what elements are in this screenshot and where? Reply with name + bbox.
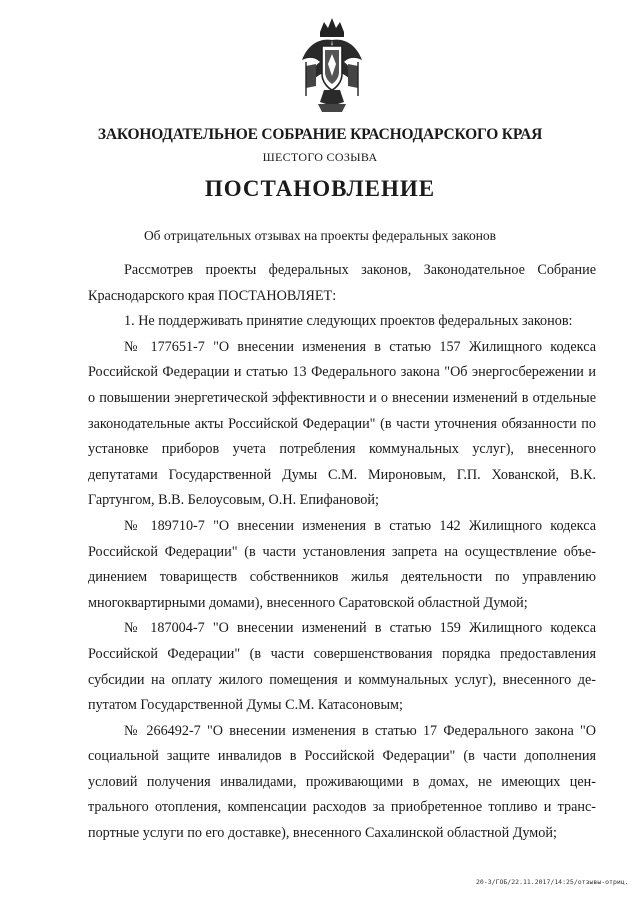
document-title: ПОСТАНОВЛЕНИЕ — [204, 176, 436, 201]
coat-of-arms-icon — [298, 16, 366, 116]
bill-paragraph: № 187004-7 "О внесении изменений в статью 159 Жилищного кодекса Российской Федерации" (в части совершенствования порядка предоставления субсидии на оплату жилого помещения и коммунальных услуг), внесенного депутатом Государственной Думы С.М. Катасоновым; — [88, 620, 596, 714]
intro-paragraph: Рассмотрев проекты федеральных законов, Законодательное Собрание Краснодарского края ПОСТАНОВЛЯЕТ: — [88, 262, 596, 304]
bill-paragraph: № 189710-7 "О внесении изменения в статью 142 Жилищного кодекса Российской Федерации" (в части установления запрета на осуществление объединением товариществ собственников жилья деятельности по управлению многоквартирными домами), внесенного Саратовской областной Думой; — [88, 517, 596, 611]
document-subject: Об отрицательных отзывах на проекты федеральных законов — [143, 228, 497, 243]
bill-paragraph: № 266492-7 "О внесении изменения в статью 17 Федерального закона "О социальной защите инвалидов в Российской Федерации" (в части дополнения условий получения инвалидами, проживающими в домах, не имеющих центрального отопления, компенсации расходов за приобретенное топливо и транспортные услуги по его доставке), внесенного Сахалинской областной Думой; — [88, 722, 596, 842]
resolution-item: 1. Не поддерживать принятие следующих проектов федеральных законов: — [124, 313, 573, 330]
bill-paragraph: № 177651-7 "О внесении изменения в статью 157 Жилищного кодекса Российской Федерации и статью 13 Федерального закона "Об энергосбережении и о повышении энергетической эффективности и о внесении изменений в отдельные законодательные акты Российской Федерации" (в части уточнения обязанности по установке приборов учета потребления коммунальных услуг), внесенного депутатами Государственной Думы С.М. Мироновым, Г.П. Хованской, В.К. Гартунгом, В.В. Белоусовым, О.Н. Епифановой; — [88, 338, 596, 509]
convocation-label: ШЕСТОГО СОЗЫВА — [262, 150, 378, 164]
document-body — [88, 258, 596, 847]
footer-stamp: 20-3/ГОБ/22.11.2017/14:25/отзывы-отриц. — [476, 878, 629, 886]
organization-name: ЗАКОНОДАТЕЛЬНОЕ СОБРАНИЕ КРАСНОДАРСКОГО КРАЯ — [97, 126, 543, 143]
